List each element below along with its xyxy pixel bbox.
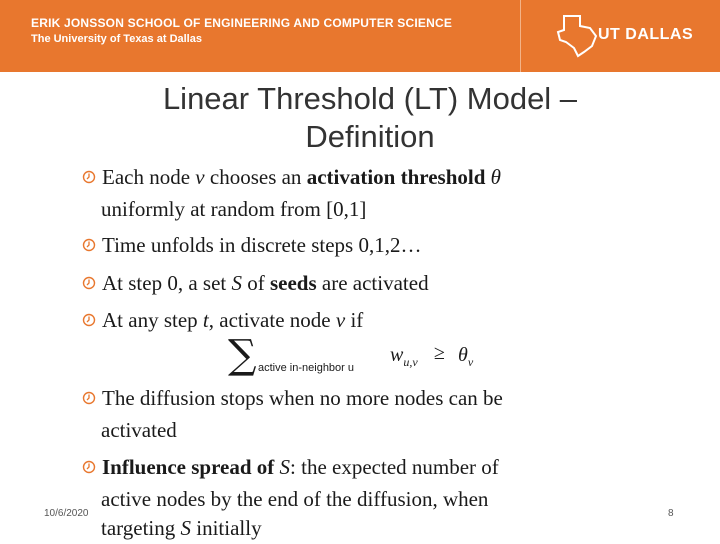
university-name: The University of Texas at Dallas	[31, 33, 202, 45]
title-line-2: Definition	[305, 119, 435, 154]
clock-icon	[82, 391, 96, 405]
clock-icon	[82, 460, 96, 474]
slide-header-banner	[0, 0, 720, 72]
sum-subscript: active in-neighbor u	[258, 362, 355, 374]
logo-text: UT DALLAS	[598, 26, 694, 43]
bullet-6-continuation-2: targeting S initially	[101, 516, 262, 540]
header-divider	[520, 0, 521, 72]
bullet-1-continuation: uniformly at random from [0,1]	[101, 197, 367, 221]
bullet-5-continuation: activated	[101, 418, 177, 442]
title-line-1: Linear Threshold (LT) Model –	[162, 81, 578, 116]
threshold-formula	[228, 332, 488, 382]
texas-shape-icon	[558, 16, 596, 56]
clock-icon	[82, 170, 96, 184]
clock-icon	[82, 313, 96, 327]
clock-icon	[82, 276, 96, 290]
formula-rhs: $\theta_v$	[458, 344, 474, 369]
slide-date: 10/6/2020	[44, 508, 89, 519]
slide-title	[100, 80, 640, 156]
bullet-6-continuation: active nodes by the end of the diffusion, when	[101, 487, 489, 511]
formula-term: $w_{u,v}$	[390, 344, 418, 369]
school-name: ERIK JONSSON SCHOOL OF ENGINEERING AND COMPUTER SCIENCE	[31, 16, 453, 30]
sum-symbol: ∑	[228, 332, 257, 378]
page-number: 8	[668, 508, 674, 519]
clock-icon	[82, 238, 96, 252]
formula-relation: ≥	[434, 342, 445, 364]
